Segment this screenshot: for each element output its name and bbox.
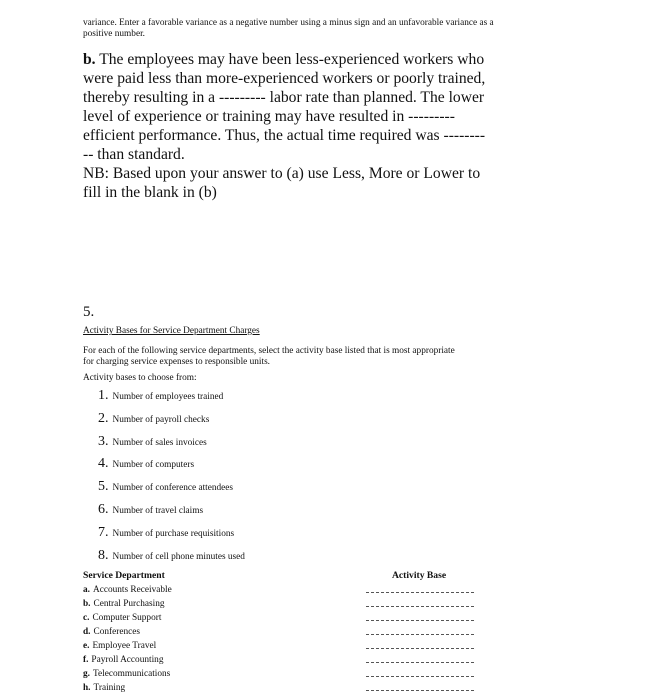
list-item [98, 434, 245, 457]
list-item [98, 456, 245, 479]
answer-blank[interactable] [366, 598, 474, 612]
part-b-note: NB: Based upon your answer to (a) use Less, More or Lower to fill in the blank in (b) [83, 165, 481, 201]
table-row [83, 626, 172, 640]
department-list [83, 584, 172, 696]
department-name: Telecommunications [92, 669, 171, 679]
choose-label: Activity bases to choose from: [83, 373, 197, 383]
list-item [98, 502, 245, 525]
base-number: 7. [98, 524, 109, 540]
activity-base-blanks [366, 584, 474, 696]
answer-blank[interactable] [366, 654, 474, 668]
department-name: Conferences [93, 627, 140, 637]
base-text: Number of employees trained [112, 392, 224, 402]
row-letter: c. [83, 613, 90, 623]
department-name: Training [93, 683, 126, 693]
part-b [83, 50, 493, 202]
row-letter: b. [83, 599, 91, 609]
table-row [83, 654, 172, 668]
base-number: 8. [98, 547, 109, 563]
list-item [98, 411, 245, 434]
base-number: 5. [98, 479, 109, 495]
intro-text: variance. Enter a favorable variance as a negative number using a minus sign and an unfavorable variance as a positive number. [83, 18, 494, 39]
base-number: 6. [98, 501, 109, 517]
answer-blank[interactable] [366, 682, 474, 696]
base-text: Number of conference attendees [112, 483, 234, 494]
answer-blank[interactable] [366, 612, 474, 626]
list-item [98, 548, 245, 571]
department-name: Employee Travel [92, 641, 157, 651]
table-row [83, 598, 172, 612]
base-number: 1. [98, 388, 109, 403]
department-name: Accounts Receivable [92, 585, 172, 595]
base-text: Number of sales invoices [112, 437, 207, 448]
question-number: 5. [83, 304, 95, 320]
row-letter: g. [83, 669, 90, 679]
table-row [83, 640, 172, 654]
activity-bases-list [98, 388, 245, 570]
department-name: Payroll Accounting [91, 655, 164, 665]
base-text: Number of payroll checks [112, 414, 210, 425]
part-b-label: b. [83, 51, 96, 68]
list-item [98, 479, 245, 502]
base-text: Number of travel claims [112, 505, 204, 516]
answer-blank[interactable] [366, 584, 474, 598]
table-row [83, 682, 172, 696]
list-item [98, 388, 245, 411]
row-letter: e. [83, 641, 90, 651]
base-number: 2. [98, 410, 109, 426]
base-number: 4. [98, 456, 109, 472]
part-b-text: The employees may have been less-experienced workers who were paid less than more-experienced workers or poorly trained, thereby resulting in a --------- labor rate than planned. The lower level of experience or training may have resulted in --------- efficient performance. Thus, the actual time required was -------- -- than standard. [83, 51, 486, 163]
base-number: 3. [98, 433, 109, 449]
list-item [98, 525, 245, 548]
department-name: Central Purchasing [93, 599, 165, 609]
row-letter: a. [83, 585, 90, 595]
answer-blank[interactable] [366, 626, 474, 640]
column-header-department: Service Department [83, 570, 165, 581]
table-row [83, 612, 172, 626]
row-letter: h. [83, 683, 91, 693]
base-text: Number of computers [112, 460, 195, 471]
base-text: Number of cell phone minutes used [112, 551, 245, 562]
row-letter: d. [83, 627, 91, 637]
question-instructions: For each of the following service departments, select the activity base listed that is most appropriate for charging service expenses to responsible units. [83, 346, 455, 367]
base-text: Number of purchase requisitions [112, 528, 235, 539]
table-row [83, 668, 172, 682]
table-row [83, 584, 172, 598]
answer-blank[interactable] [366, 668, 474, 682]
answer-blank[interactable] [366, 640, 474, 654]
column-header-activity-base: Activity Base [392, 570, 447, 581]
row-letter: f. [83, 655, 89, 665]
department-name: Computer Support [92, 613, 162, 623]
question-title: Activity Bases for Service Department Charges [83, 326, 260, 336]
